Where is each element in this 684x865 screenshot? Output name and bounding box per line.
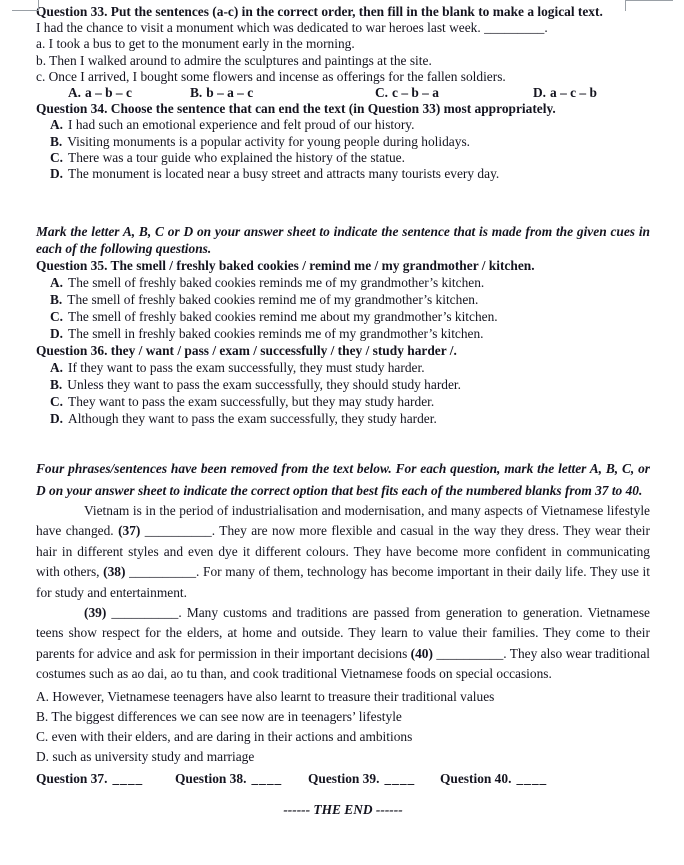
question-33-options-row <box>36 85 650 101</box>
the-end-marker: ------ THE END ------ <box>283 801 403 817</box>
cloze-text: . Many customs and traditions are passed from generation to generation. Vietnamese teens show respect for the elders, at home and outside. They learn to value their families. They come to their parents for advice and ask for permission in their important decisions <box>36 605 650 661</box>
question-36-heading: Question 36. they / want / pass / exam / successfully / they / study harder /. <box>36 343 457 359</box>
cloze-paragraph-1 <box>36 501 650 603</box>
answer-blanks-row <box>36 769 650 789</box>
option-text: The smell in freshly baked cookies reminds me of my grandmother’s kitchen. <box>68 326 484 342</box>
question-35-option-c <box>36 308 650 325</box>
question-39-label: Question 39. <box>308 770 380 786</box>
option-letter: C. <box>375 85 389 101</box>
option-text: There was a tour guide who explained the history of the statue. <box>68 149 405 165</box>
option-letter: D. <box>533 85 547 101</box>
question-33-option-d <box>533 85 597 101</box>
blank-line-37: __________ <box>140 523 212 539</box>
option-text: They want to pass the exam successfully, but they may study harder. <box>68 394 435 410</box>
cloze-choice-d: D. such as university study and marriage <box>36 748 255 764</box>
option-text: Although they want to pass the exam successfully, they study harder. <box>68 411 437 427</box>
question-33-sentence-b: b. Then I walked around to admire the sculptures and paintings at the site. <box>36 52 432 68</box>
question-36-option-d <box>36 410 650 427</box>
option-letter: B. <box>50 133 63 149</box>
question-33-option-b <box>190 85 375 101</box>
question-38-label: Question 38. <box>175 770 247 786</box>
question-35-option-d <box>36 325 650 342</box>
question-37-blank: ____ <box>112 770 144 786</box>
question-34-option-b <box>36 134 650 150</box>
section-q33-q34 <box>36 4 650 182</box>
option-text: The smell of freshly baked cookies remind me about my grandmother’s kitchen. <box>68 309 498 325</box>
option-text: a – b – c <box>85 85 132 101</box>
option-letter: D. <box>50 411 64 427</box>
option-letter: C. <box>50 394 64 410</box>
question-38-blank: ____ <box>251 770 283 786</box>
cloze-text: . They also wear traditional costumes such as ao dai, ao tu than, and cook traditional Vietnamese foods on special occasions. <box>36 645 650 682</box>
question-33-sentence-c: c. Once I arrived, I bought some flowers and incense as offerings for the fallen soldiers. <box>36 68 506 84</box>
option-letter: A. <box>50 117 64 133</box>
question-33-sentence-a: a. I took a bus to get to the monument early in the morning. <box>36 36 355 52</box>
option-letter: C. <box>50 149 64 165</box>
question-39-answer <box>308 769 440 789</box>
margin-crop-mark-right-icon <box>625 0 673 11</box>
instruction-sentence-building: Mark the letter A, B, C or D on your answer sheet to indicate the sentence that is made from the given cues in each of the following questions. <box>36 224 650 257</box>
question-37-label: Question 37. <box>36 770 108 786</box>
question-33-option-a <box>68 85 190 101</box>
cloze-text: . They are now more flexible and casual in the way they dress. They wear their hair in different styles and even dye it different colours. They have become more confident in communicating with others, <box>36 523 650 580</box>
margin-crop-mark-left-icon <box>12 0 39 11</box>
blank-number-40: (40) <box>410 645 433 661</box>
option-letter: D. <box>50 166 64 182</box>
blank-number-37: (37) <box>118 523 141 539</box>
question-35-option-b <box>36 291 650 308</box>
option-letter: A. <box>50 275 64 291</box>
section-cloze <box>36 458 650 817</box>
question-37-answer <box>36 769 175 789</box>
option-text: If they want to pass the exam successfully, they must study harder. <box>68 360 425 376</box>
blank-number-39: (39) <box>84 605 107 621</box>
cloze-choices <box>36 687 650 767</box>
question-36-option-b <box>36 376 650 393</box>
option-letter: D. <box>50 326 64 342</box>
cloze-choice-c: C. even with their elders, and are daring in their actions and ambitions <box>36 728 413 744</box>
question-40-answer <box>440 769 547 789</box>
question-34-option-d <box>36 166 650 182</box>
option-letter: B. <box>50 377 63 393</box>
cloze-text: . For many of them, technology has become important in their daily life. They use it for study and entertainment. <box>36 564 650 600</box>
option-letter: A. <box>50 360 64 376</box>
question-39-blank: ____ <box>384 770 416 786</box>
question-40-label: Question 40. <box>440 770 512 786</box>
option-text: Visiting monuments is a popular activity for young people during holidays. <box>67 133 471 149</box>
option-text: The monument is located near a busy street and attracts many tourists every day. <box>68 166 500 182</box>
blank-number-38: (38) <box>103 564 126 580</box>
question-33-intro-text: I had the chance to visit a monument which was dedicated to war heroes last week. <box>36 20 481 36</box>
option-text: Unless they want to pass the exam successfully, they should study harder. <box>67 377 461 393</box>
question-33-intro <box>36 20 650 36</box>
question-34-option-c <box>36 150 650 166</box>
option-letter: B. <box>190 85 203 101</box>
blank-line-39: __________ <box>106 605 179 621</box>
question-33-option-c <box>375 85 533 101</box>
option-letter: C. <box>50 309 64 325</box>
option-text: I had such an emotional experience and felt proud of our history. <box>68 117 415 133</box>
cloze-paragraph-2 <box>36 603 650 685</box>
question-35-heading: Question 35. The smell / freshly baked cookies / remind me / my grandmother / kitchen. <box>36 258 535 274</box>
option-text: a – c – b <box>550 85 597 101</box>
question-34-option-a <box>36 117 650 133</box>
question-33-heading: Question 33. Put the sentences (a-c) in the correct order, then fill in the blank to make a logical text. <box>36 4 603 19</box>
cloze-choice-a: A. However, Vietnamese teenagers have also learnt to treasure their traditional values <box>36 688 495 704</box>
option-text: The smell of freshly baked cookies reminds me of my grandmother’s kitchen. <box>68 275 485 291</box>
cloze-text: Vietnam is in the period of industrialisation and modernisation, and many aspects of Vietnamese lifestyle have changed. <box>36 503 650 539</box>
option-text: b – a – c <box>206 85 254 101</box>
instruction-cloze: Four phrases/sentences have been removed from the text below. For each question, mark the letter A, B, C, or D on your answer sheet to indicate the correct option that best fits each of the numbered blanks from 37 to 40. <box>36 461 650 498</box>
blank-line-38: __________ <box>125 564 197 580</box>
question-34-heading: Question 34. Choose the sentence that can end the text (in Question 33) most appropriately. <box>36 101 556 117</box>
question-33-intro-blank: _________. <box>484 20 548 36</box>
cloze-choice-b: B. The biggest differences we can see now are in teenagers’ lifestyle <box>36 708 402 724</box>
question-36-option-c <box>36 393 650 410</box>
section-q35-q36 <box>36 223 650 427</box>
option-text: The smell of freshly baked cookies remind me of my grandmother’s kitchen. <box>67 292 479 308</box>
option-letter: A. <box>68 85 82 101</box>
blank-line-40: __________ <box>432 645 504 661</box>
option-text: c – b – a <box>392 85 439 101</box>
option-letter: B. <box>50 292 63 308</box>
question-38-answer <box>175 769 308 789</box>
question-35-option-a <box>36 274 650 291</box>
question-36-option-a <box>36 359 650 376</box>
question-40-blank: ____ <box>516 770 548 786</box>
